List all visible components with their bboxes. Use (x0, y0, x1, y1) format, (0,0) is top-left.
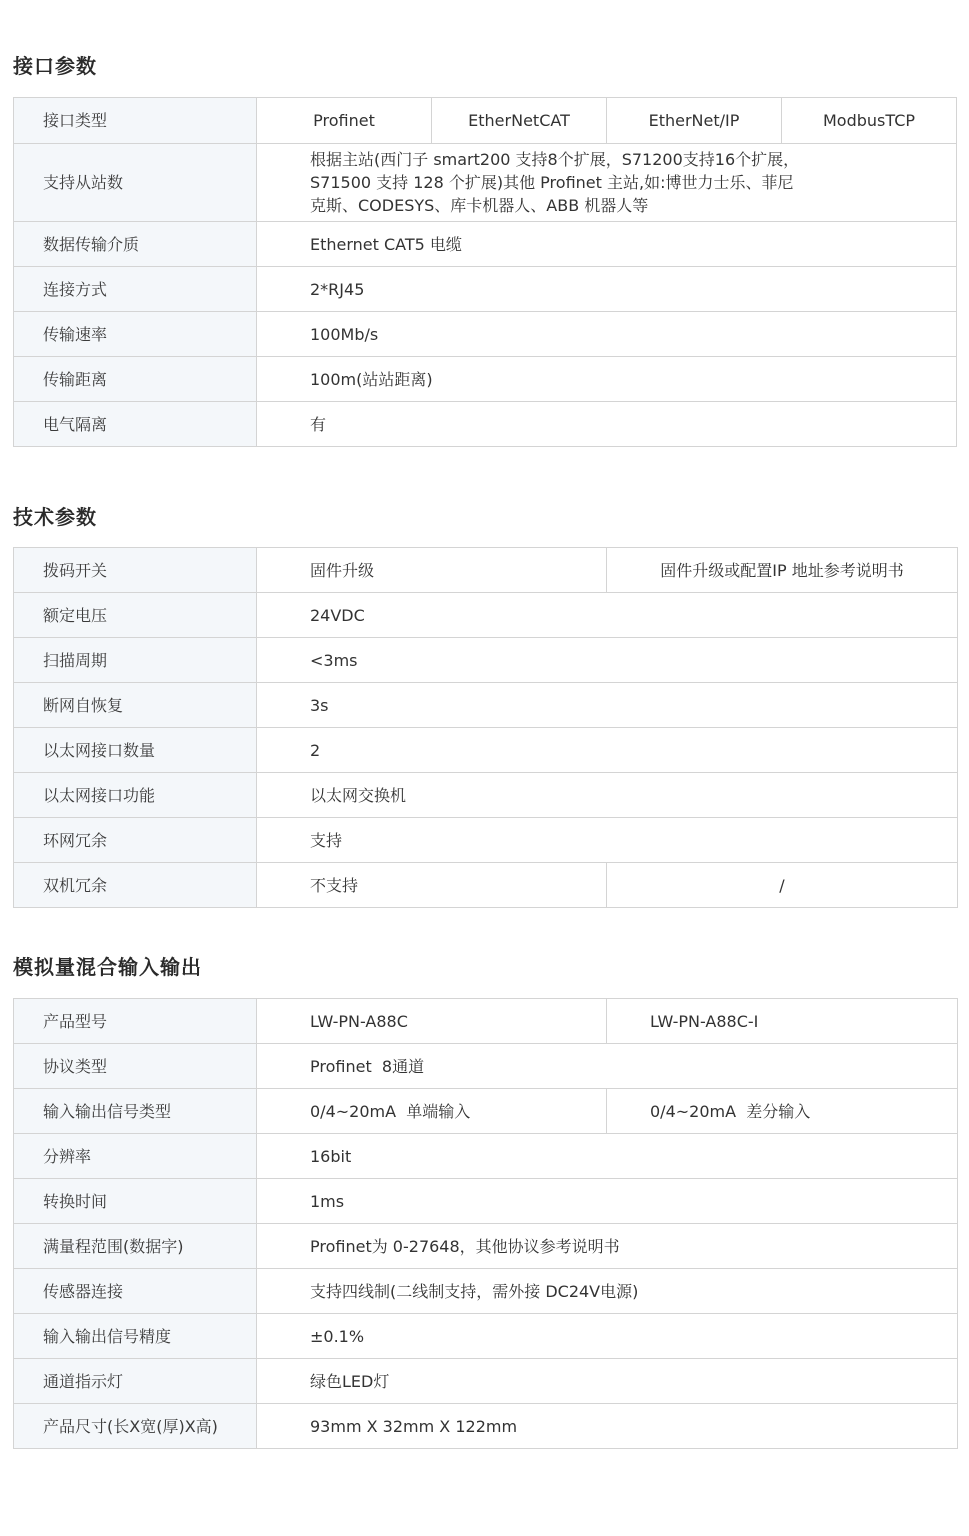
interface-type-profinet: Profinet (313, 111, 375, 130)
row-value-secondary: 固件升级或配置IP 地址参考说明书 (607, 548, 958, 593)
row-label: 分辨率 (14, 1134, 257, 1179)
row-value: 以太网交换机 (257, 773, 958, 818)
row-value: 支持 (257, 818, 958, 863)
row-value: 93mm X 32mm X 122mm (257, 1404, 958, 1449)
table-row (14, 548, 958, 593)
row-label: 环网冗余 (14, 818, 257, 863)
table-row (14, 1134, 958, 1179)
table-row (14, 402, 957, 447)
row-label: 传输速率 (14, 312, 257, 357)
technical-params-table (13, 547, 958, 908)
row-value: 不支持 (257, 863, 607, 908)
row-value: Profinet 8通道 (257, 1044, 958, 1089)
interface-types-cell (257, 98, 957, 144)
row-value: <3ms (257, 638, 958, 683)
row-value: 支持四线制(二线制支持，需外接 DC24V电源) (257, 1269, 958, 1314)
table-row (14, 818, 958, 863)
row-value (257, 144, 957, 222)
row-label: 数据传输介质 (14, 222, 257, 267)
table-row (14, 593, 958, 638)
table-row (14, 1314, 958, 1359)
table-row (14, 1224, 958, 1269)
row-value: LW-PN-A88C (257, 999, 607, 1044)
row-value: Profinet为 0-27648，其他协议参考说明书 (257, 1224, 958, 1269)
row-label: 满量程范围(数据字) (14, 1224, 257, 1269)
interface-params-table (13, 97, 957, 447)
row-value-secondary: LW-PN-A88C-I (607, 999, 958, 1044)
row-label: 以太网接口功能 (14, 773, 257, 818)
row-value: 固件升级 (257, 548, 607, 593)
value-line: S71500 支持 128 个扩展)其他 Profinet 主站,如:博世力士乐、菲尼 (310, 173, 794, 192)
row-value: 0/4~20mA 单端输入 (257, 1089, 607, 1134)
table-row (14, 999, 958, 1044)
row-label: 通道指示灯 (14, 1359, 257, 1404)
section-title-interface: 接口参数 (13, 54, 97, 78)
row-label: 双机冗余 (14, 863, 257, 908)
table-row (14, 638, 958, 683)
interface-type-ethernet-ip: EtherNet/IP (606, 98, 781, 143)
row-value: 有 (257, 402, 957, 447)
row-value: 2 (257, 728, 958, 773)
table-row (14, 863, 958, 908)
row-value: 100m(站站距离) (257, 357, 957, 402)
analog-io-table (13, 998, 958, 1449)
row-label: 协议类型 (14, 1044, 257, 1089)
row-label: 支持从站数 (14, 144, 257, 222)
table-row (14, 312, 957, 357)
row-label: 产品尺寸(长X宽(厚)X高) (14, 1404, 257, 1449)
row-label: 输入输出信号类型 (14, 1089, 257, 1134)
table-row (14, 1179, 958, 1224)
row-label: 接口类型 (14, 98, 257, 144)
row-label: 转换时间 (14, 1179, 257, 1224)
interface-type-ethernetcat: EtherNetCAT (431, 98, 606, 143)
table-row (14, 1359, 958, 1404)
row-value: 16bit (257, 1134, 958, 1179)
table-row (14, 728, 958, 773)
table-row (14, 98, 957, 144)
row-label: 传感器连接 (14, 1269, 257, 1314)
row-label: 额定电压 (14, 593, 257, 638)
row-value: 100Mb/s (257, 312, 957, 357)
value-line: 根据主站(西门子 smart200 支持8个扩展，S71200支持16个扩展， (310, 150, 800, 169)
row-value: 3s (257, 683, 958, 728)
row-label: 电气隔离 (14, 402, 257, 447)
row-value: 2*RJ45 (257, 267, 957, 312)
table-row (14, 144, 957, 222)
value-line: 克斯、CODESYS、库卡机器人、ABB 机器人等 (310, 196, 649, 215)
row-label: 扫描周期 (14, 638, 257, 683)
table-row (14, 1044, 958, 1089)
row-label: 产品型号 (14, 999, 257, 1044)
table-row (14, 267, 957, 312)
row-value-secondary: 0/4~20mA 差分输入 (607, 1089, 958, 1134)
table-row (14, 357, 957, 402)
row-value: 绿色LED灯 (257, 1359, 958, 1404)
table-row (14, 1404, 958, 1449)
row-value: 1ms (257, 1179, 958, 1224)
section-title-analog-io: 模拟量混合输入输出 (13, 955, 202, 979)
row-label: 连接方式 (14, 267, 257, 312)
row-label: 传输距离 (14, 357, 257, 402)
section-title-technical: 技术参数 (13, 505, 97, 529)
table-row (14, 773, 958, 818)
row-label: 拨码开关 (14, 548, 257, 593)
row-value: 24VDC (257, 593, 958, 638)
interface-type-modbustcp: ModbusTCP (781, 98, 956, 143)
row-value-secondary: / (607, 863, 958, 908)
table-row (14, 1269, 958, 1314)
row-label: 以太网接口数量 (14, 728, 257, 773)
table-row (14, 683, 958, 728)
table-row (14, 1089, 958, 1134)
table-row (14, 222, 957, 267)
row-label: 输入输出信号精度 (14, 1314, 257, 1359)
row-value: Ethernet CAT5 电缆 (257, 222, 957, 267)
row-value: ±0.1% (257, 1314, 958, 1359)
row-label: 断网自恢复 (14, 683, 257, 728)
